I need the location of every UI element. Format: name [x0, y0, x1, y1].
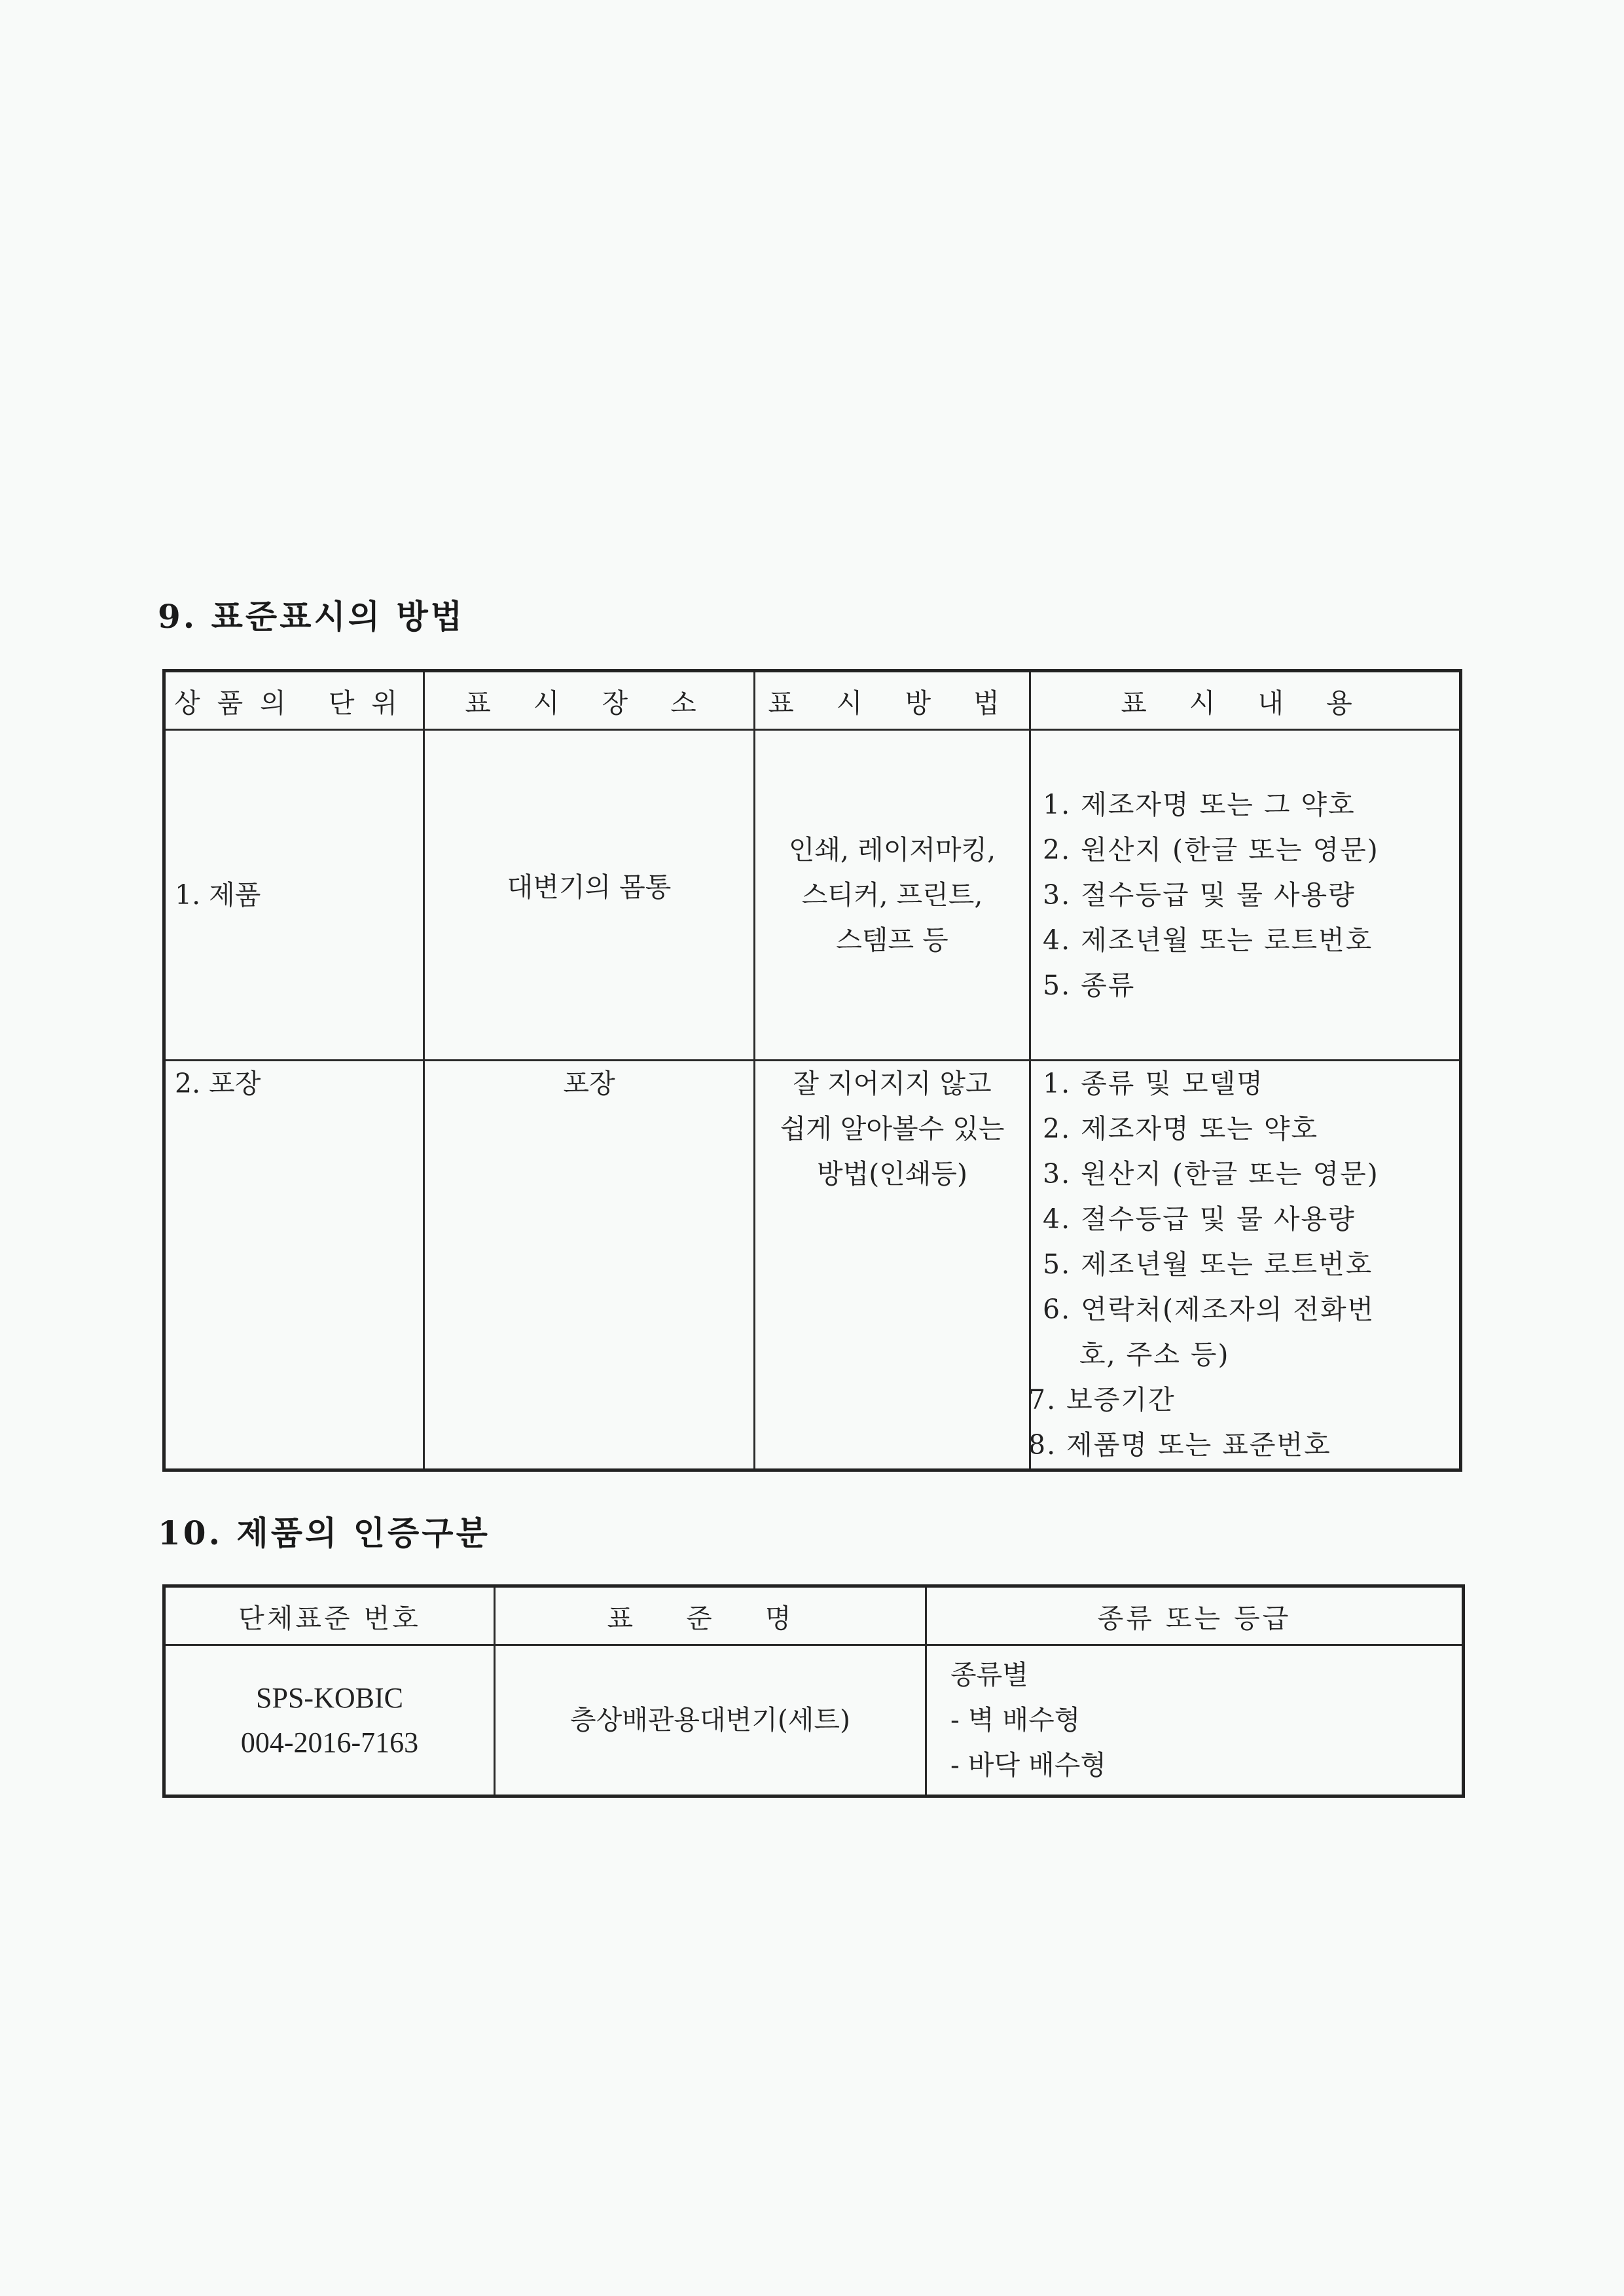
table-header-row: [164, 671, 1461, 730]
list-item: 호, 주소 등): [1079, 1339, 1230, 1370]
method-cell: [755, 1061, 1030, 1470]
list-item: 6. 연락처(제조자의 전화번: [1043, 1294, 1375, 1325]
marking-method-table: [162, 669, 1462, 1472]
table-header-row: [164, 1586, 1464, 1645]
list-item: 4. 제조년월 또는 로트번호: [1043, 924, 1373, 956]
method-cell: [755, 730, 1030, 1061]
list-item: 2. 원산지 (한글 또는 영문): [1043, 833, 1379, 866]
unit-cell: 1. 제품: [164, 730, 424, 1061]
method-line: 스티커, 프린트,: [801, 879, 983, 911]
list-item: 2. 제조자명 또는 약호: [1043, 1113, 1319, 1144]
method-line: 인쇄, 레이저마킹,: [788, 833, 996, 866]
standard-number-cell: [164, 1645, 495, 1796]
section-9-title: 9. 표준표시의 방법: [158, 597, 465, 636]
list-item: 4. 절수등급 및 물 사용량: [1043, 1203, 1356, 1235]
list-item: 7. 보증기간: [1028, 1384, 1176, 1415]
header-place: 표 시 장 소: [424, 671, 755, 730]
content-cell: [1030, 730, 1461, 1061]
content-list: [1031, 782, 1459, 1008]
method-line: 방법(인쇄등): [816, 1158, 968, 1190]
method-line: 쉽게 알아볼수 있는: [780, 1113, 1005, 1144]
section-10-title: 10. 제품의 인증구분: [158, 1514, 490, 1552]
place-cell: 포장: [424, 1061, 755, 1470]
list-item: 5. 제조년월 또는 로트번호: [1043, 1248, 1373, 1280]
list-item: 1. 종류 및 모델명: [1043, 1068, 1264, 1099]
standard-number-line: SPS-KOBIC: [256, 1681, 403, 1714]
content-list: [1028, 1061, 1459, 1468]
type-cell: [926, 1645, 1464, 1796]
table-row: [164, 730, 1461, 1061]
method-line: 스템프 등: [836, 924, 948, 956]
type-line: - 바닥 배수형: [950, 1749, 1106, 1781]
header-content: 표 시 내 용: [1030, 671, 1461, 730]
header-standard-name: 표 준 명: [495, 1586, 926, 1645]
type-line: - 벽 배수형: [950, 1704, 1081, 1736]
content-cell: [1030, 1061, 1461, 1470]
header-standard-no: 단체표준 번호: [164, 1586, 495, 1645]
list-item: 8. 제품명 또는 표준번호: [1028, 1429, 1331, 1461]
place-cell: 대변기의 몸통: [424, 730, 755, 1061]
method-line: 잘 지어지지 않고: [793, 1068, 992, 1099]
list-item: 5. 종류: [1043, 969, 1136, 1001]
header-unit: 상품의 단위: [164, 671, 424, 730]
standard-name-cell: 층상배관용대변기(세트): [495, 1645, 926, 1796]
certification-table: [162, 1584, 1465, 1798]
table-row: [164, 1645, 1464, 1796]
table-row: [164, 1061, 1461, 1470]
header-method: 표 시 방 법: [755, 671, 1030, 730]
list-item: 3. 절수등급 및 물 사용량: [1043, 879, 1356, 911]
type-line: 종류별: [950, 1659, 1028, 1690]
standard-number-line: 004-2016-7163: [240, 1726, 419, 1758]
header-type-grade: 종류 또는 등급: [926, 1586, 1464, 1645]
list-item: 3. 원산지 (한글 또는 영문): [1043, 1158, 1379, 1190]
list-item: 1. 제조자명 또는 그 약호: [1043, 788, 1356, 820]
unit-cell: 2. 포장: [164, 1061, 424, 1470]
